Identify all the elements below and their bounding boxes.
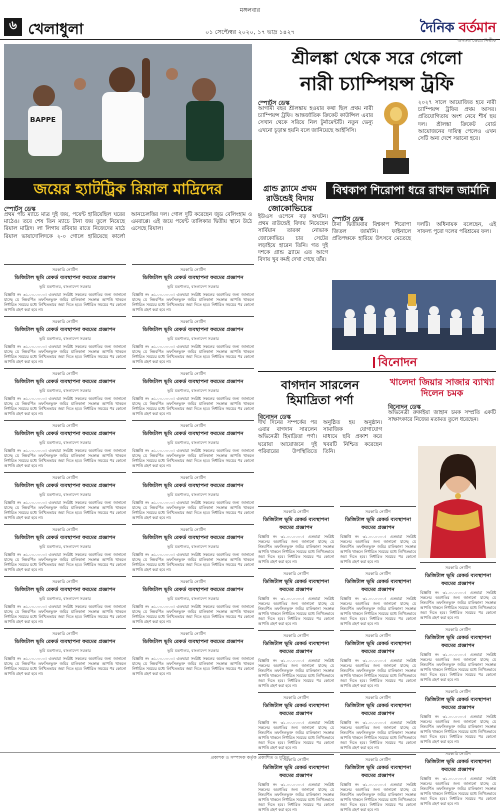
chamak-headline: খালেদা জিয়ার সাজার ব্যাখ্যা দিলেন চমক: [389, 378, 495, 399]
page-number: ৬: [4, 18, 22, 36]
notice-item: সরকারি নোটিশ ডিজিটাল ভূমি রেকর্ড ব্যবস্থাপনা ফরমের প্রজ্ঞাপন ভূমি মন্ত্রণালয়, বাংলাদেশ সরকার বিজ্ঞপ্তি নং ৩১.০০.০০০০। এতদ্বারা সংশ্লিষ্ট সকলের অবগতির জন্য জানানো যাচ্ছে যে নিম্নবর্ণিত তফসিলভুক্ত জমির মালিকানা সংক্রান্ত আপত্তি থাকলে নির্ধারিত সময়ের মধ্যে লিখিতভাবে জমা দিতে হবে। নির্ধারিত সময়ের পর কোনো আপত্তি গ্রহণ করা হবে না।: [4, 524, 126, 572]
government-notices-left: [4, 264, 254, 752]
real-madrid-body: প্রথম পাঁচ ম্যাচে মাত্র দুই জয়, পয়েন্ট হারিয়েছিল ঘরের মাঠেও। তবে শেষ তিন ম্যাচে টানা জয় তুলে নিয়েছে রিয়াল মাদ্রিদ। লা লিগায় রবিবার রাতে নিজেদের মাঠে রিয়াল ভায়াদোলিদকে ২-০ গোলে হারিয়েছে কার্লো আনচেলত্তির দল। গোল দুটি করেছেন জুড বেলিংহাম ও এমবাপ্পে। এই জয়ে পয়েন্ট তালিকার দ্বিতীয় স্থানে উঠে এসেছে রিয়াল।: [4, 212, 252, 240]
notice-item: সরকারি নোটিশ ডিজিটাল ভূমি রেকর্ড ব্যবস্থাপনা ফরমের প্রজ্ঞাপন ভূমি মন্ত্রণালয়, বাংলাদেশ সরকার বিজ্ঞপ্তি নং ৩১.০০.০০০০। এতদ্বারা সংশ্লিষ্ট সকলের অবগতির জন্য জানানো যাচ্ছে যে নিম্নবর্ণিত তফসিলভুক্ত জমির মালিকানা সংক্রান্ত আপত্তি থাকলে নির্ধারিত সময়ের মধ্যে লিখিতভাবে জমা দিতে হবে। নির্ধারিত সময়ের পর কোনো আপত্তি গ্রহণ করা হবে না।: [4, 628, 126, 676]
masthead-tagline: অসঙ্গত ক্ষেত্রে নির্ভীক: [457, 39, 496, 44]
engagement-body: দীর্ঘ দিনের সম্পর্কের পর এবার বাগদান সারলেন অভিনেত্রী হিমাদ্রিতা পর্ণা। ঘরোয়া আয়োজনে দুই পরিবারের উপস্থিতিতে অনুষ্ঠিত হয় অনুষ্ঠান। সামাজিক যোগাযোগ মাধ্যমে ছবি প্রকাশ করে খবরটি নিশ্চিত করেছেন তিনি।: [258, 420, 382, 455]
notice-item: সরকারি নোটিশ ডিজিটাল ভূমি রেকর্ড ব্যবস্থাপনা ফরমের প্রজ্ঞাপন বিজ্ঞপ্তি নং ৩১.০০.০০০০। এতদ্বারা সংশ্লিষ্ট সকলের অবগতির জন্য জানানো যাচ্ছে যে নিম্নবর্ণিত তফসিলভুক্ত জমির মালিকানা সংক্রান্ত আপত্তি থাকলে নির্ধারিত সময়ের মধ্যে লিখিতভাবে জমা দিতে হবে। নির্ধারিত সময়ের পর কোনো আপত্তি গ্রহণ করা হবে না।: [420, 562, 496, 620]
notice-item: সরকারি নোটিশ ডিজিটাল ভূমি রেকর্ড ব্যবস্থাপনা ফরমের প্রজ্ঞাপন ভূমি মন্ত্রণালয়, বাংলাদেশ সরকার বিজ্ঞপ্তি নং ৩১.০০.০০০০। এতদ্বারা সংশ্লিষ্ট সকলের অবগতির জন্য জানানো যাচ্ছে যে নিম্নবর্ণিত তফসিলভুক্ত জমির মালিকানা সংক্রান্ত আপত্তি থাকলে নির্ধারিত সময়ের মধ্যে লিখিতভাবে জমা দিতে হবে। নির্ধারিত সময়ের পর কোনো আপত্তি গ্রহণ করা হবে না।: [4, 316, 126, 364]
notice-item: সরকারি নোটিশ ডিজিটাল ভূমি রেকর্ড ব্যবস্থাপনা ফরমের প্রজ্ঞাপন ভূমি মন্ত্রণালয়, বাংলাদেশ সরকার বিজ্ঞপ্তি নং ৩১.০০.০০০০। এতদ্বারা সংশ্লিষ্ট সকলের অবগতির জন্য জানানো যাচ্ছে যে নিম্নবর্ণিত তফসিলভুক্ত জমির মালিকানা সংক্রান্ত আপত্তি থাকলে নির্ধারিত সময়ের মধ্যে লিখিতভাবে জমা দিতে হবে। নির্ধারিত সময়ের পর কোনো আপত্তি গ্রহণ করা হবে না।: [4, 576, 126, 624]
notice-item: সরকারি নোটিশ ডিজিটাল ভূমি রেকর্ড ব্যবস্থাপনা ফরমের প্রজ্ঞাপন ভূমি মন্ত্রণালয়, বাংলাদেশ সরকার বিজ্ঞপ্তি নং ৩১.০০.০০০০। এতদ্বারা সংশ্লিষ্ট সকলের অবগতির জন্য জানানো যাচ্ছে যে নিম্নবর্ণিত তফসিলভুক্ত জমির মালিকানা সংক্রান্ত আপত্তি থাকলে নির্ধারিত সময়ের মধ্যে লিখিতভাবে জমা দিতে হবে। নির্ধারিত সময়ের পর কোনো আপত্তি গ্রহণ করা হবে না।: [132, 472, 254, 520]
notice-column-1: [4, 264, 126, 752]
notice-item: সরকারি নোটিশ ডিজিটাল ভূমি রেকর্ড ব্যবস্থাপনা ফরমের প্রজ্ঞাপন ভূমি মন্ত্রণালয়, বাংলাদেশ সরকার বিজ্ঞপ্তি নং ৩১.০০.০০০০। এতদ্বারা সংশ্লিষ্ট সকলের অবগতির জন্য জানানো যাচ্ছে যে নিম্নবর্ণিত তফসিলভুক্ত জমির মালিকানা সংক্রান্ত আপত্তি থাকলে নির্ধারিত সময়ের মধ্যে লিখিতভাবে জমা দিতে হবে। নির্ধারিত সময়ের পর কোনো আপত্তি গ্রহণ করা হবে না।: [132, 524, 254, 572]
notice-item: সরকারি নোটিশ ডিজিটাল ভূমি রেকর্ড ব্যবস্থাপনা ফরমের প্রজ্ঞাপন বিজ্ঞপ্তি নং ৩১.০০.০০০০। এতদ্বারা সংশ্লিষ্ট সকলের অবগতির জন্য জানানো যাচ্ছে যে নিম্নবর্ণিত তফসিলভুক্ত জমির মালিকানা সংক্রান্ত আপত্তি থাকলে নির্ধারিত সময়ের মধ্যে লিখিতভাবে জমা দিতে হবে। নির্ধারিত সময়ের পর কোনো আপত্তি গ্রহণ করা হবে না।: [420, 624, 496, 682]
notice-column-2: [132, 264, 254, 752]
grand-slam-headline: গ্রান্ড স্ল্যামে প্রথম রাউন্ডেই বিদায় জোকোভিচের: [263, 184, 317, 213]
germany-team-photo: [332, 280, 496, 350]
page-footer: প্রকাশক ও সম্পাদক কর্তৃক প্রকাশিত ও মুদ্রিত: [0, 752, 500, 765]
world-cup-byline: স্পোর্টস ডেস্ক: [332, 216, 364, 223]
government-notices-lower: [258, 506, 416, 812]
notice-item: সরকারি নোটিশ ডিজিটাল ভূমি রেকর্ড ব্যবস্থাপনা ফরমের প্রজ্ঞাপন ভূমি মন্ত্রণালয়, বাংলাদেশ সরকার বিজ্ঞপ্তি নং ৩১.০০.০০০০। এতদ্বারা সংশ্লিষ্ট সকলের অবগতির জন্য জানানো যাচ্ছে যে নিম্নবর্ণিত তফসিলভুক্ত জমির মালিকানা সংক্রান্ত আপত্তি থাকলে নির্ধারিত সময়ের মধ্যে লিখিতভাবে জমা দিতে হবে। নির্ধারিত সময়ের পর কোনো আপত্তি গ্রহণ করা হবে না।: [132, 264, 254, 312]
notice-column-3: [258, 506, 334, 812]
real-madrid-byline: স্পোর্টস ডেস্ক: [4, 206, 36, 213]
day-of-week: মঙ্গলবার: [239, 7, 261, 14]
government-notices-right: [420, 562, 496, 806]
notice-item: সরকারি নোটিশ ডিজিটাল ভূমি রেকর্ড ব্যবস্থাপনা ফরমের প্রজ্ঞাপন বিজ্ঞপ্তি নং ৩১.০০.০০০০। এতদ্বারা সংশ্লিষ্ট সকলের অবগতির জন্য জানানো যাচ্ছে যে নিম্নবর্ণিত তফসিলভুক্ত জমির মালিকানা সংক্রান্ত আপত্তি থাকলে নির্ধারিত সময়ের মধ্যে লিখিতভাবে জমা দিতে হবে। নির্ধারিত সময়ের পর কোনো আপত্তি গ্রহণ করা হবে না।: [340, 568, 416, 626]
sri-lanka-headline-line-1: শ্রীলঙ্কা থেকে সরে গেলো: [291, 49, 463, 69]
notice-item: সরকারি নোটিশ ডিজিটাল ভূমি রেকর্ড ব্যবস্থাপনা ফরমের প্রজ্ঞাপন বিজ্ঞপ্তি নং ৩১.০০.০০০০। এতদ্বারা সংশ্লিষ্ট সকলের অবগতির জন্য জানানো যাচ্ছে যে নিম্নবর্ণিত তফসিলভুক্ত জমির মালিকানা সংক্রান্ত আপত্তি থাকলে নির্ধারিত সময়ের মধ্যে লিখিতভাবে জমা দিতে হবে। নির্ধারিত সময়ের পর কোনো আপত্তি গ্রহণ করা হবে না।: [340, 506, 416, 564]
real-madrid-headline: জয়ের হ্যাটট্রিক রিয়াল মাদ্রিদের: [4, 178, 252, 200]
notice-item: সরকারি নোটিশ ডিজিটাল ভূমি রেকর্ড ব্যবস্থাপনা ফরমের প্রজ্ঞাপন বিজ্ঞপ্তি নং ৩১.০০.০০০০। এতদ্বারা সংশ্লিষ্ট সকলের অবগতির জন্য জানানো যাচ্ছে যে নিম্নবর্ণিত তফসিলভুক্ত জমির মালিকানা সংক্রান্ত আপত্তি থাকলে নির্ধারিত সময়ের মধ্যে লিখিতভাবে জমা দিতে হবে। নির্ধারিত সময়ের পর কোনো আপত্তি গ্রহণ করা হবে না।: [340, 630, 416, 688]
engagement-byline: বিনোদন ডেস্ক: [258, 414, 291, 421]
sri-lanka-headline-line-2: নারী চ্যাম্পিয়ন্স ট্রফি: [300, 73, 454, 95]
notice-item: সরকারি নোটিশ ডিজিটাল ভূমি রেকর্ড ব্যবস্থাপনা ফরমের প্রজ্ঞাপন বিজ্ঞপ্তি নং ৩১.০০.০০০০। এতদ্বারা সংশ্লিষ্ট সকলের অবগতির জন্য জানানো যাচ্ছে যে নিম্নবর্ণিত তফসিলভুক্ত জমির মালিকানা সংক্রান্ত আপত্তি থাকলে নির্ধারিত সময়ের মধ্যে লিখিতভাবে জমা দিতে হবে। নির্ধারিত সময়ের পর কোনো আপত্তি গ্রহণ করা হবে না।: [420, 686, 496, 744]
real-madrid-photo: [4, 44, 252, 178]
chamak-byline: বিনোদন ডেস্ক: [388, 404, 421, 411]
notice-item: সরকারি নোটিশ ডিজিটাল ভূমি রেকর্ড ব্যবস্থাপনা ফরমের প্রজ্ঞাপন ভূমি মন্ত্রণালয়, বাংলাদেশ সরকার বিজ্ঞপ্তি নং ৩১.০০.০০০০। এতদ্বারা সংশ্লিষ্ট সকলের অবগতির জন্য জানানো যাচ্ছে যে নিম্নবর্ণিত তফসিলভুক্ত জমির মালিকানা সংক্রান্ত আপত্তি থাকলে নির্ধারিত সময়ের মধ্যে লিখিতভাবে জমা দিতে হবে। নির্ধারিত সময়ের পর কোনো আপত্তি গ্রহণ করা হবে না।: [132, 420, 254, 468]
entertainment-section-label: বিনোদন: [360, 354, 430, 374]
engagement-headline: বাগদান সারলেন হিমাদ্রিতা পর্ণা: [280, 378, 360, 407]
grand-slam-body: ইউএস ওপেনে বড় অঘটন। প্রথম রাউন্ডেই বিদায় নিয়েছেন সার্বিয়ান তারকা নোভাক জোকোভিচ। চার সেটের লড়াইয়ে হারেন তিনি। গত দুই দশকে গ্রান্ড স্ল্যামে এত আগে বিদায় খুব কমই দেখা গেছে তাঁর।: [258, 214, 328, 264]
sri-lanka-body-right: ২০২৭ সালে আয়োজিত হবে নারী চ্যাম্পিয়ন্স ট্রফির প্রথম আসর। প্রতিযোগিতায় অংশ নেবে শীর্ষ ছয় দল। শ্রীলঙ্কা ক্রিকেট বোর্ড আয়োজনের দায়িত্ব পেলেও এখন সেটি অন্য দেশে সরানো হবে।: [418, 100, 496, 143]
entertainment-section-bar: [258, 354, 496, 372]
section-title: খেলাধুলা: [28, 20, 84, 38]
notice-item: সরকারি নোটিশ ডিজিটাল ভূমি রেকর্ড ব্যবস্থাপনা ফরমের প্রজ্ঞাপন ভূমি মন্ত্রণালয়, বাংলাদেশ সরকার বিজ্ঞপ্তি নং ৩১.০০.০০০০। এতদ্বারা সংশ্লিষ্ট সকলের অবগতির জন্য জানানো যাচ্ছে যে নিম্নবর্ণিত তফসিলভুক্ত জমির মালিকানা সংক্রান্ত আপত্তি থাকলে নির্ধারিত সময়ের মধ্যে লিখিতভাবে জমা দিতে হবে। নির্ধারিত সময়ের পর কোনো আপত্তি গ্রহণ করা হবে না।: [132, 368, 254, 416]
notice-item: সরকারি নোটিশ ডিজিটাল ভূমি রেকর্ড ব্যবস্থাপনা ফরমের প্রজ্ঞাপন বিজ্ঞপ্তি নং ৩১.০০.০০০০। এতদ্বারা সংশ্লিষ্ট সকলের অবগতির জন্য জানানো যাচ্ছে যে নিম্নবর্ণিত তফসিলভুক্ত জমির মালিকানা সংক্রান্ত আপত্তি থাকলে নির্ধারিত সময়ের মধ্যে লিখিতভাবে জমা দিতে হবে। নির্ধারিত সময়ের পর কোনো আপত্তি গ্রহণ করা হবে না।: [258, 506, 334, 564]
notice-item: সরকারি নোটিশ ডিজিটাল ভূমি রেকর্ড ব্যবস্থাপনা ফরমের প্রজ্ঞাপন বিজ্ঞপ্তি নং ৩১.০০.০০০০। এতদ্বারা সংশ্লিষ্ট সকলের অবগতির জন্য জানানো যাচ্ছে যে নিম্নবর্ণিত তফসিলভুক্ত জমির মালিকানা সংক্রান্ত আপত্তি থাকলে নির্ধারিত সময়ের মধ্যে লিখিতভাবে জমা দিতে হবে। নির্ধারিত সময়ের পর কোনো আপত্তি গ্রহণ করা হবে না।: [258, 630, 334, 688]
notice-item: সরকারি নোটিশ ডিজিটাল ভূমি রেকর্ড ব্যবস্থাপনা ফরমের প্রজ্ঞাপন বিজ্ঞপ্তি নং ৩১.০০.০০০০। এতদ্বারা সংশ্লিষ্ট সকলের অবগতির জন্য জানানো যাচ্ছে যে নিম্নবর্ণিত তফসিলভুক্ত জমির মালিকানা সংক্রান্ত আপত্তি থাকলে নির্ধারিত সময়ের মধ্যে লিখিতভাবে জমা দিতে হবে। নির্ধারিত সময়ের পর কোনো আপত্তি গ্রহণ করা হবে না।: [258, 568, 334, 626]
notice-item: সরকারি নোটিশ ডিজিটাল ভূমি রেকর্ড ব্যবস্থাপনা ফরমের প্রজ্ঞাপন ভূমি মন্ত্রণালয়, বাংলাদেশ সরকার বিজ্ঞপ্তি নং ৩১.০০.০০০০। এতদ্বারা সংশ্লিষ্ট সকলের অবগতির জন্য জানানো যাচ্ছে যে নিম্নবর্ণিত তফসিলভুক্ত জমির মালিকানা সংক্রান্ত আপত্তি থাকলে নির্ধারিত সময়ের মধ্যে লিখিতভাবে জমা দিতে হবে। নির্ধারিত সময়ের পর কোনো আপত্তি গ্রহণ করা হবে না।: [4, 264, 126, 312]
notice-item: সরকারি নোটিশ ডিজিটাল ভূমি রেকর্ড ব্যবস্থাপনা ফরমের প্রজ্ঞাপন ভূমি মন্ত্রণালয়, বাংলাদেশ সরকার বিজ্ঞপ্তি নং ৩১.০০.০০০০। এতদ্বারা সংশ্লিষ্ট সকলের অবগতির জন্য জানানো যাচ্ছে যে নিম্নবর্ণিত তফসিলভুক্ত জমির মালিকানা সংক্রান্ত আপত্তি থাকলে নির্ধারিত সময়ের মধ্যে লিখিতভাবে জমা দিতে হবে। নির্ধারিত সময়ের পর কোনো আপত্তি গ্রহণ করা হবে না।: [132, 316, 254, 364]
trophy-image: [378, 100, 414, 178]
newspaper-masthead: [419, 16, 496, 44]
notice-item: সরকারি নোটিশ ডিজিটাল ভূমি রেকর্ড ব্যবস্থাপনা ফরমের প্রজ্ঞাপন বিজ্ঞপ্তি নং ৩১.০০.০০০০। এতদ্বারা সংশ্লিষ্ট সকলের অবগতির জন্য জানানো যাচ্ছে যে নিম্নবর্ণিত তফসিলভুক্ত জমির মালিকানা সংক্রান্ত আপত্তি থাকলে নির্ধারিত সময়ের মধ্যে লিখিতভাবে জমা দিতে হবে। নির্ধারিত সময়ের পর কোনো আপত্তি গ্রহণ করা হবে না।: [340, 754, 416, 812]
actress-photo: [418, 446, 496, 558]
masthead-logo: দৈনিক বর্তমান: [419, 20, 496, 36]
chamak-body: অভিনেত্রী রুকাইয়া জাহান চমক সম্প্রতি একটি সাক্ষাৎকারে নিজের মতামত তুলে ধরেছেন।: [388, 410, 496, 424]
notice-item: সরকারি নোটিশ ডিজিটাল ভূমি রেকর্ড ব্যবস্থাপনা ফরমের প্রজ্ঞাপন বিজ্ঞপ্তি নং ৩১.০০.০০০০। এতদ্বারা সংশ্লিষ্ট সকলের অবগতির জন্য জানানো যাচ্ছে যে নিম্নবর্ণিত তফসিলভুক্ত জমির মালিকানা সংক্রান্ত আপত্তি থাকলে নির্ধারিত সময়ের মধ্যে লিখিতভাবে জমা দিতে হবে। নির্ধারিত সময়ের পর কোনো আপত্তি গ্রহণ করা হবে না।: [340, 692, 416, 750]
notice-item: সরকারি নোটিশ ডিজিটাল ভূমি রেকর্ড ব্যবস্থাপনা ফরমের প্রজ্ঞাপন ভূমি মন্ত্রণালয়, বাংলাদেশ সরকার বিজ্ঞপ্তি নং ৩১.০০.০০০০। এতদ্বারা সংশ্লিষ্ট সকলের অবগতির জন্য জানানো যাচ্ছে যে নিম্নবর্ণিত তফসিলভুক্ত জমির মালিকানা সংক্রান্ত আপত্তি থাকলে নির্ধারিত সময়ের মধ্যে লিখিতভাবে জমা দিতে হবে। নির্ধারিত সময়ের পর কোনো আপত্তি গ্রহণ করা হবে না।: [4, 368, 126, 416]
notice-item: সরকারি নোটিশ ডিজিটাল ভূমি রেকর্ড ব্যবস্থাপনা ফরমের প্রজ্ঞাপন বিজ্ঞপ্তি নং ৩১.০০.০০০০। এতদ্বারা সংশ্লিষ্ট সকলের অবগতির জন্য জানানো যাচ্ছে যে নিম্নবর্ণিত তফসিলভুক্ত জমির মালিকানা সংক্রান্ত আপত্তি থাকলে নির্ধারিত সময়ের মধ্যে লিখিতভাবে জমা দিতে হবে। নির্ধারিত সময়ের পর কোনো আপত্তি গ্রহণ করা হবে না।: [258, 754, 334, 812]
sri-lanka-byline: স্পোর্টস ডেস্ক: [258, 100, 290, 107]
notice-item: সরকারি নোটিশ ডিজিটাল ভূমি রেকর্ড ব্যবস্থাপনা ফরমের প্রজ্ঞাপন বিজ্ঞপ্তি নং ৩১.০০.০০০০। এতদ্বারা সংশ্লিষ্ট সকলের অবগতির জন্য জানানো যাচ্ছে যে নিম্নবর্ণিত তফসিলভুক্ত জমির মালিকানা সংক্রান্ত আপত্তি থাকলে নির্ধারিত সময়ের মধ্যে লিখিতভাবে জমা দিতে হবে। নির্ধারিত সময়ের পর কোনো আপত্তি গ্রহণ করা হবে না।: [420, 748, 496, 806]
world-cup-body: টানা দ্বিতীয়বার বিশ্বকাপ শিরোপা জিতল জার্মানি। ফাইনালে প্রতিপক্ষকে হারিয়ে উৎসবে মেতেছে দলটি। অধিনায়ক বলেছেন, এই সাফল্য পুরো দলের পরিশ্রমের ফল।: [332, 222, 496, 243]
page-header: [0, 16, 500, 44]
notice-item: সরকারি নোটিশ ডিজিটাল ভূমি রেকর্ড ব্যবস্থাপনা ফরমের প্রজ্ঞাপন ভূমি মন্ত্রণালয়, বাংলাদেশ সরকার বিজ্ঞপ্তি নং ৩১.০০.০০০০। এতদ্বারা সংশ্লিষ্ট সকলের অবগতির জন্য জানানো যাচ্ছে যে নিম্নবর্ণিত তফসিলভুক্ত জমির মালিকানা সংক্রান্ত আপত্তি থাকলে নির্ধারিত সময়ের মধ্যে লিখিতভাবে জমা দিতে হবে। নির্ধারিত সময়ের পর কোনো আপত্তি গ্রহণ করা হবে না।: [132, 576, 254, 624]
svg-text:BAPPE: BAPPE: [30, 116, 56, 124]
world-cup-headline: বিশ্বকাপ শিরোপা ধরে রাখল জার্মানি: [326, 182, 496, 199]
notice-item: সরকারি নোটিশ ডিজিটাল ভূমি রেকর্ড ব্যবস্থাপনা ফরমের প্রজ্ঞাপন ভূমি মন্ত্রণালয়, বাংলাদেশ সরকার বিজ্ঞপ্তি নং ৩১.০০.০০০০। এতদ্বারা সংশ্লিষ্ট সকলের অবগতির জন্য জানানো যাচ্ছে যে নিম্নবর্ণিত তফসিলভুক্ত জমির মালিকানা সংক্রান্ত আপত্তি থাকলে নির্ধারিত সময়ের মধ্যে লিখিতভাবে জমা দিতে হবে। নির্ধারিত সময়ের পর কোনো আপত্তি গ্রহণ করা হবে না।: [4, 472, 126, 520]
sri-lanka-body-left: আগামী বছর শ্রীলঙ্কায় হওয়ার কথা ছিল প্রথম নারী চ্যাম্পিয়ন্স ট্রফি। আন্তর্জাতিক ক্রিকেট কাউন্সিল এবার সেখান থেকে সরিয়ে নিল টুর্নামেন্টটি। নতুন ভেন্যু এখনো চূড়ান্ত হয়নি বলে জানিয়েছে আইসিসি।: [258, 106, 373, 134]
notice-item: সরকারি নোটিশ ডিজিটাল ভূমি রেকর্ড ব্যবস্থাপনা ফরমের প্রজ্ঞাপন ভূমি মন্ত্রণালয়, বাংলাদেশ সরকার বিজ্ঞপ্তি নং ৩১.০০.০০০০। এতদ্বারা সংশ্লিষ্ট সকলের অবগতির জন্য জানানো যাচ্ছে যে নিম্নবর্ণিত তফসিলভুক্ত জমির মালিকানা সংক্রান্ত আপত্তি থাকলে নির্ধারিত সময়ের মধ্যে লিখিতভাবে জমা দিতে হবে। নির্ধারিত সময়ের পর কোনো আপত্তি গ্রহণ করা হবে না।: [132, 628, 254, 676]
notice-column-4: [340, 506, 416, 812]
notice-item: সরকারি নোটিশ ডিজিটাল ভূমি রেকর্ড ব্যবস্থাপনা ফরমের প্রজ্ঞাপন বিজ্ঞপ্তি নং ৩১.০০.০০০০। এতদ্বারা সংশ্লিষ্ট সকলের অবগতির জন্য জানানো যাচ্ছে যে নিম্নবর্ণিত তফসিলভুক্ত জমির মালিকানা সংক্রান্ত আপত্তি থাকলে নির্ধারিত সময়ের মধ্যে লিখিতভাবে জমা দিতে হবে। নির্ধারিত সময়ের পর কোনো আপত্তি গ্রহণ করা হবে না।: [258, 692, 334, 750]
notice-item: সরকারি নোটিশ ডিজিটাল ভূমি রেকর্ড ব্যবস্থাপনা ফরমের প্রজ্ঞাপন ভূমি মন্ত্রণালয়, বাংলাদেশ সরকার বিজ্ঞপ্তি নং ৩১.০০.০০০০। এতদ্বারা সংশ্লিষ্ট সকলের অবগতির জন্য জানানো যাচ্ছে যে নিম্নবর্ণিত তফসিলভুক্ত জমির মালিকানা সংক্রান্ত আপত্তি থাকলে নির্ধারিত সময়ের মধ্যে লিখিতভাবে জমা দিতে হবে। নির্ধারিত সময়ের পর কোনো আপত্তি গ্রহণ করা হবে না।: [4, 420, 126, 468]
publication-date: ০১ সেপ্টেম্বর ২০২০, ১৭ ভাদ্র ১৪২৭: [205, 29, 295, 36]
